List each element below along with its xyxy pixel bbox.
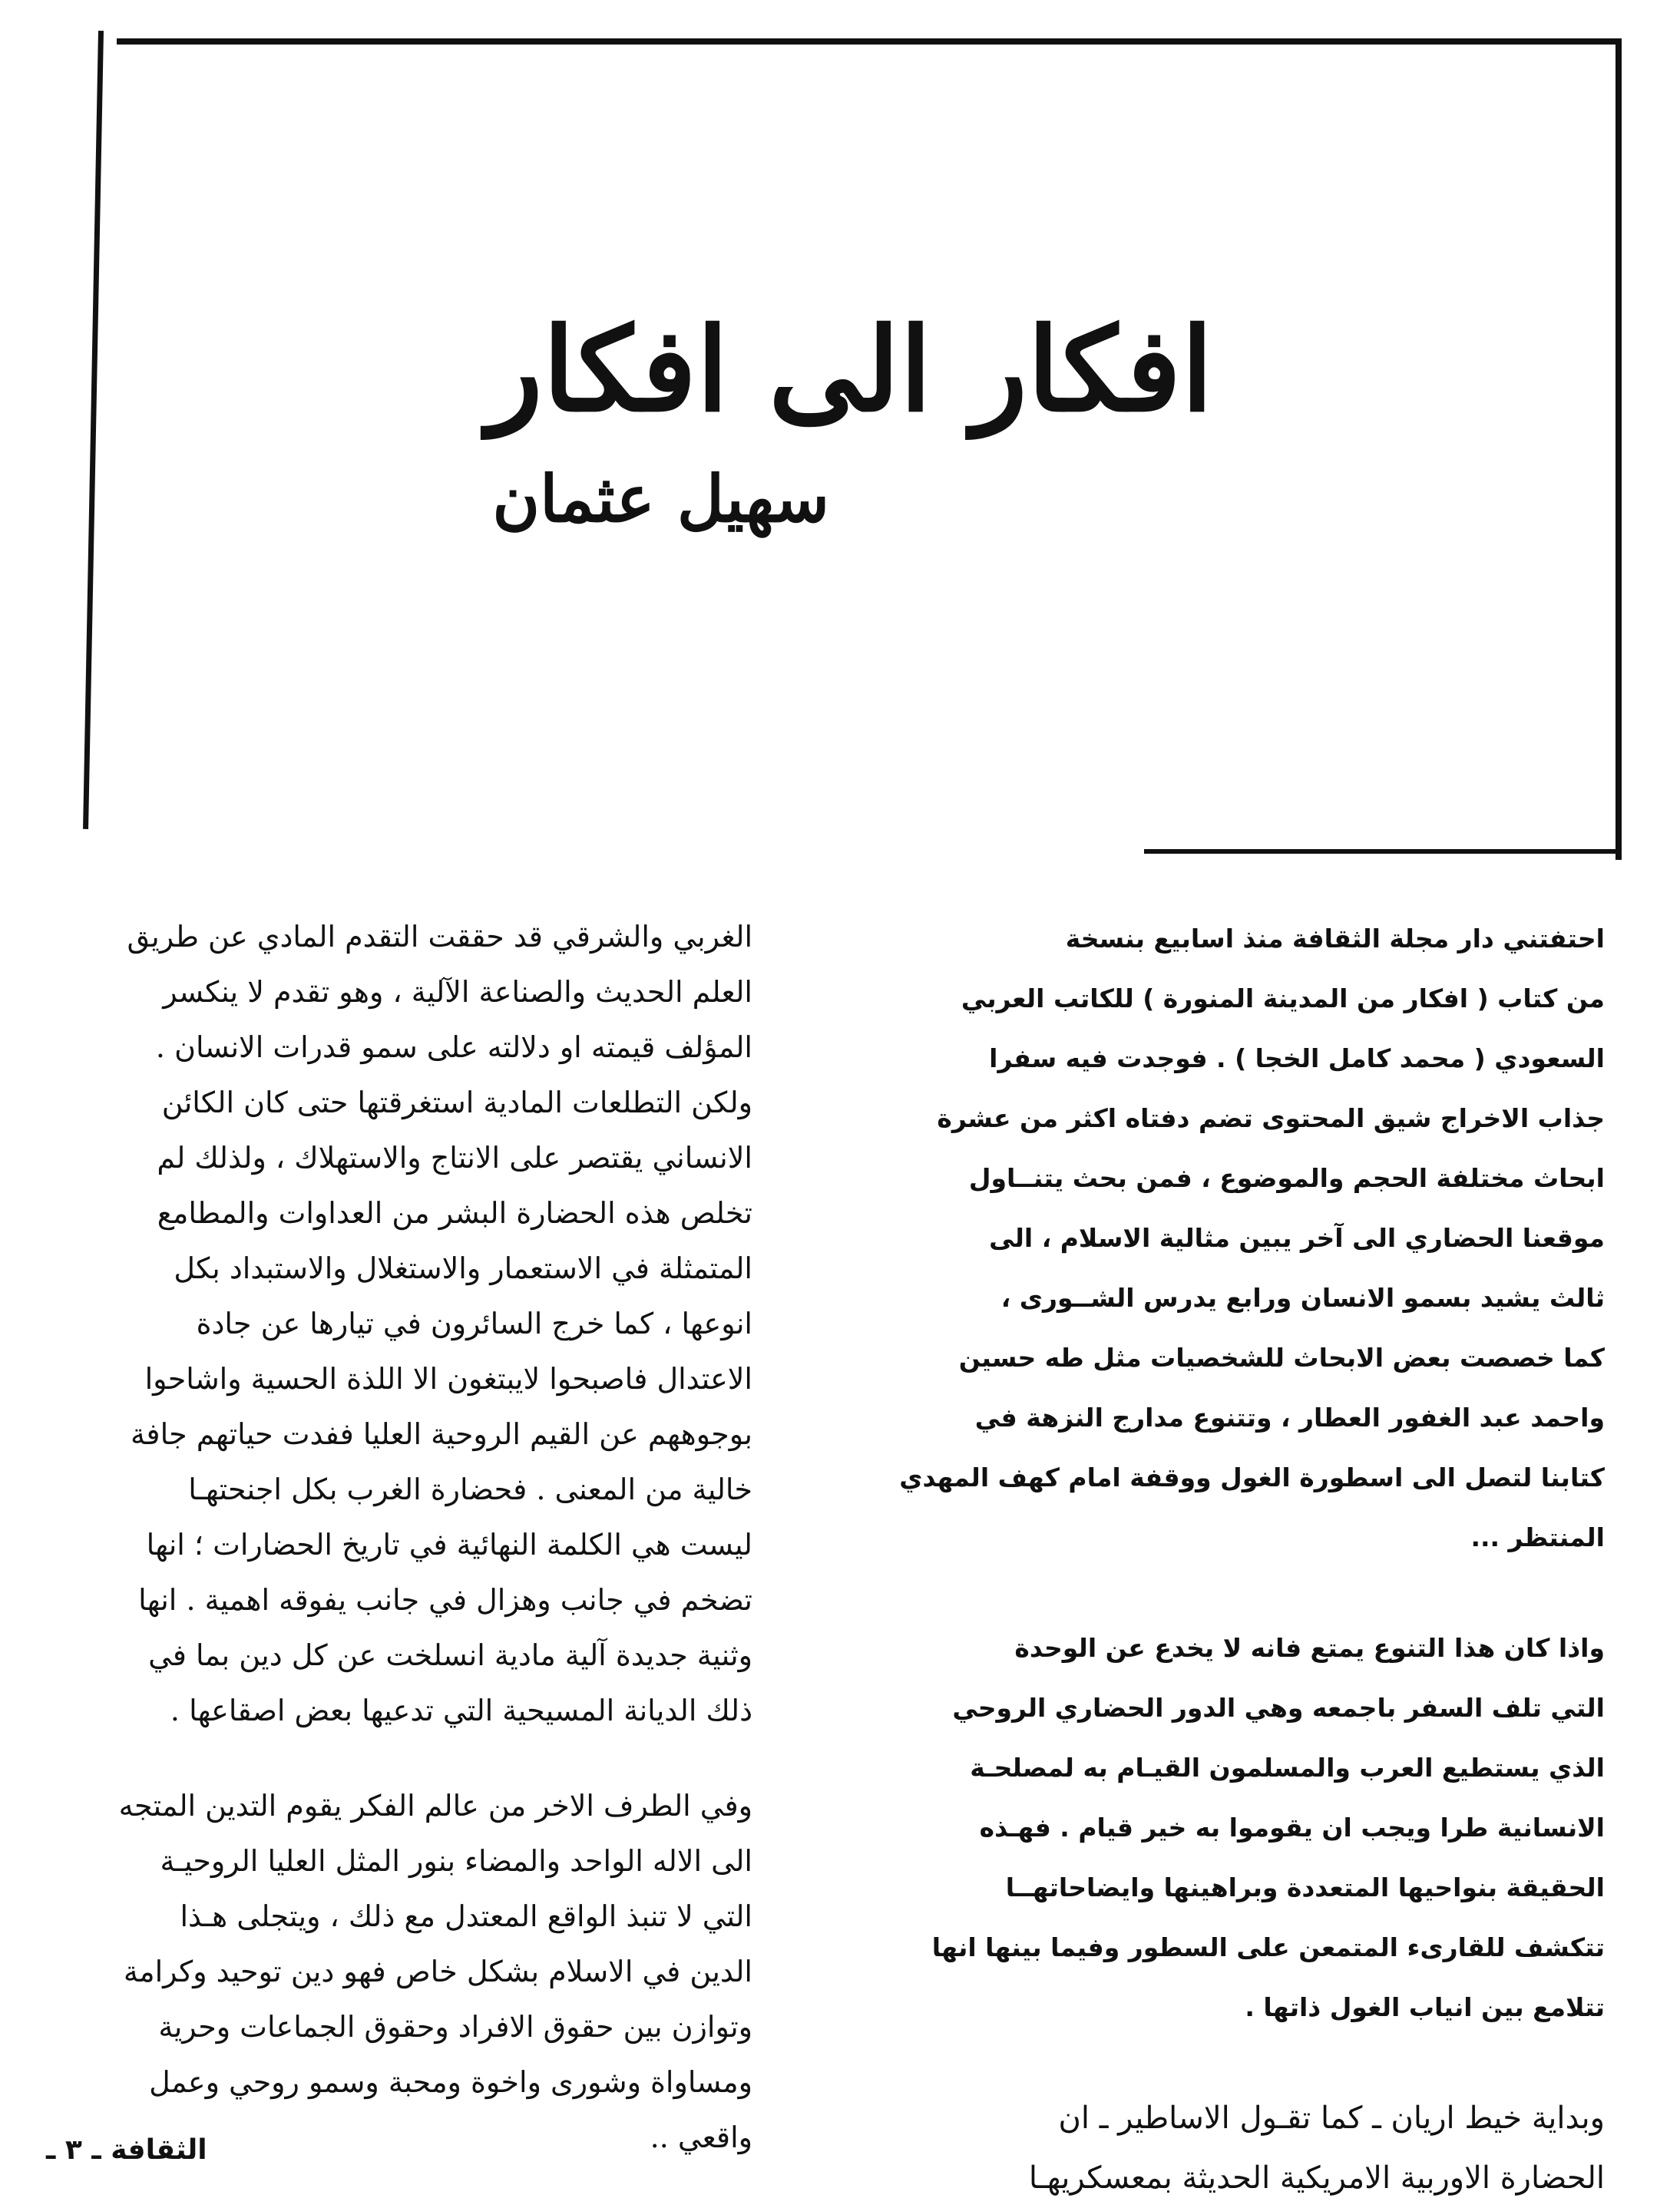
text-line: وثنية جديدة آلية مادية انسلخت عن كل دين بما في bbox=[148, 1638, 752, 1672]
title-box-right-border bbox=[1616, 41, 1622, 860]
text-line: الذي يستطيع العرب والمسلمون القيـام به لمصلحـة bbox=[970, 1753, 1605, 1783]
title-box-left-border bbox=[83, 31, 104, 829]
text-line: تخلص هذه الحضارة البشر من العداوات والمطامع bbox=[157, 1196, 752, 1230]
text-line: ذلك الديانة المسيحية التي تدعيها بعض اصقاعها . bbox=[170, 1694, 752, 1727]
text-line: كتابنا لتصل الى اسطورة الغول ووقفة امام كهف المهدي bbox=[899, 1463, 1605, 1492]
article-author: سهيل عثمان bbox=[492, 461, 829, 537]
text-line: التي تلف السفر باجمعه وهي الدور الحضاري الروحي bbox=[952, 1693, 1605, 1723]
text-line: تضخم في جانب وهزال في جانب يفوقه اهمية . انها bbox=[138, 1583, 752, 1617]
text-line: بوجوههم عن القيم الروحية العليا ففدت حياتهم جافة bbox=[131, 1417, 752, 1451]
text-line: احتفتني دار مجلة الثقافة منذ اسابيع بنسخة bbox=[1065, 924, 1605, 954]
text-line: المؤلف قيمته او دلالته على سمو قدرات الانسان . bbox=[155, 1030, 752, 1064]
text-line: كما خصصت بعض الابحاث للشخصيات مثل طه حسين bbox=[958, 1343, 1605, 1373]
text-line: خالية من المعنى . فحضارة الغرب بكل اجنحتهـا bbox=[188, 1473, 752, 1506]
text-line: الحضارة الاوربية الامريكية الحديثة بمعسكريهـا bbox=[1028, 2160, 1605, 2196]
text-line: المتمثلة في الاستعمار والاستغلال والاستبداد بكل bbox=[174, 1251, 752, 1285]
text-line: التي لا تنبذ الواقع المعتدل مع ذلك ، ويتجلى هـذا bbox=[180, 1899, 752, 1933]
text-line: واقعي .. bbox=[650, 2120, 752, 2154]
text-line: المنتظر ... bbox=[1470, 1522, 1605, 1552]
text-line: موقعنا الحضاري الى آخر يبين مثالية الاسلام ، الى bbox=[989, 1223, 1605, 1253]
text-line: وتوازن بين حقوق الافراد وحقوق الجماعات وحرية bbox=[158, 2010, 752, 2044]
text-line: الاعتدال فاصبحوا لايبتغون الا اللذة الحسية واشاحوا bbox=[144, 1362, 752, 1396]
text-line: انوعها ، كما خرج السائرون في تيارها عن جادة bbox=[196, 1307, 752, 1340]
right-column bbox=[868, 909, 1605, 2208]
text-line: ثالث يشيد بسمو الانسان ورابع يدرس الشــورى ، bbox=[1000, 1283, 1605, 1313]
text-line: العلم الحديث والصناعة الآلية ، وهو تقدم لا ينكسر bbox=[163, 975, 752, 1009]
text-line: وفي الطرف الاخر من عالم الفكر يقوم التدين المتجه bbox=[118, 1789, 752, 1823]
text-line: ابحاث مختلفة الحجم والموضوع ، فمن بحث يتنــاول bbox=[968, 1163, 1605, 1193]
text-line: الدين في الاسلام بشكل خاص فهو دين توحيد وكرامة bbox=[123, 1955, 752, 1988]
text-line: وبداية خيط اريان ـ كما تقـول الاساطير ـ ان bbox=[1058, 2101, 1605, 2136]
text-line: تتكشف للقارىء المتمعن على السطور وفيما بينها انها bbox=[931, 1932, 1605, 1962]
text-line: الغربي والشرقي قد حققت التقدم المادي عن طريق bbox=[127, 920, 752, 954]
text-line: السعودي ( محمد كامل الخجا ) . فوجدت فيه سفرا bbox=[989, 1043, 1605, 1073]
article-title: افكار الى افكار bbox=[487, 302, 1213, 438]
text-line: واذا كان هذا التنوع يمتع فانه لا يخدع عن الوحدة bbox=[1014, 1633, 1605, 1663]
text-line: ولكن التطلعات المادية استغرقتها حتى كان الكائن bbox=[161, 1086, 752, 1119]
left-column bbox=[54, 909, 752, 2165]
page-footer: الثقافة ـ ٣ ـ bbox=[46, 2134, 207, 2166]
text-line: جذاب الاخراج شيق المحتوى تضم دفتاه اكثر من عشرة bbox=[937, 1103, 1605, 1133]
text-line: الانساني يقتصر على الانتاج والاستهلاك ، ولذلك لم bbox=[157, 1141, 752, 1175]
title-box-top-border bbox=[117, 38, 1622, 45]
title-box-bottom-border bbox=[1144, 849, 1620, 854]
text-line: ليست هي الكلمة النهائية في تاريخ الحضارات ؛ انها bbox=[146, 1528, 752, 1562]
text-line: من كتاب ( افكار من المدينة المنورة ) للكاتب العربي bbox=[961, 983, 1605, 1013]
text-line: تتلامع بين انياب الغول ذاتها . bbox=[1245, 1992, 1605, 2022]
text-line: الحقيقة بنواحيها المتعددة وبراهينها وايضاحاتهــا bbox=[1005, 1873, 1605, 1902]
text-line: الى الاله الواحد والمضاء بنور المثل العليا الروحيـة bbox=[160, 1844, 752, 1878]
text-line: ومساواة وشورى واخوة ومحبة وسمو روحي وعمل bbox=[149, 2065, 752, 2099]
text-line: الانسانية طرا ويجب ان يقوموا به خير قيام . فهـذه bbox=[979, 1813, 1605, 1843]
text-line: واحمد عبد الغفور العطار ، وتتنوع مدارج النزهة في bbox=[974, 1403, 1605, 1433]
